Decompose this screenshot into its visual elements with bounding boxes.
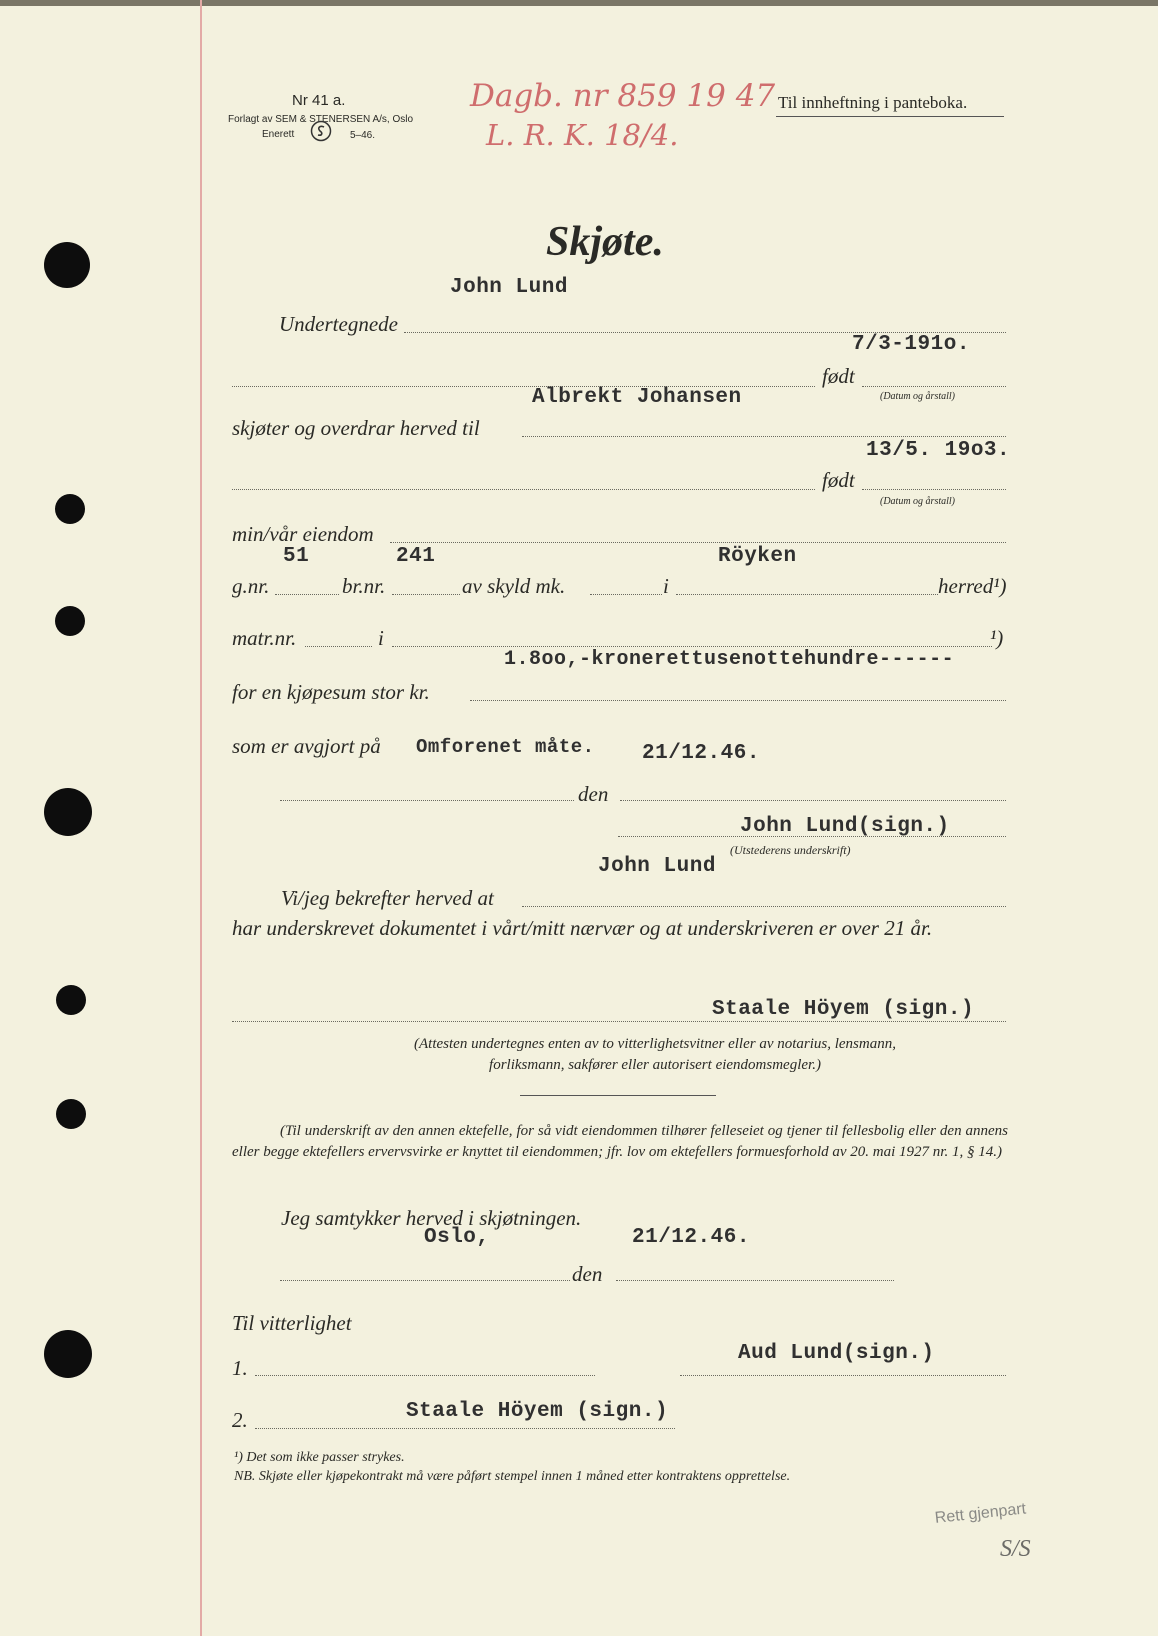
- seller-label: Undertegnede: [279, 312, 398, 336]
- confirmation-line: [522, 906, 1006, 907]
- agreement-date: 21/12.46.: [642, 742, 760, 765]
- gnr-label: g.nr.: [232, 574, 270, 598]
- seller-birth-date: 7/3-191o.: [852, 333, 970, 356]
- buyer-label: skjøter og overdrar herved til: [232, 416, 480, 440]
- issuer-signature: John Lund(sign.): [740, 815, 950, 838]
- attest-witness-signature: Staale Höyem (sign.): [712, 998, 975, 1021]
- witness-line-1: [255, 1375, 595, 1376]
- agreement-den-label: den: [578, 782, 609, 806]
- punch-hole: [44, 242, 90, 288]
- consent-place: Oslo,: [424, 1226, 490, 1249]
- spouse-note: (Til underskrift av den annen ektefelle, for så vidt eiendommen tilhører felleseiet og tjener til fellesbolig eller den annens eller begge ektefellers ervervsvirke er knyttet til eiendommen; jfr. lov om ektefellers formuesforhold av 20. mai 1927 nr. 1, § 14.): [232, 1123, 1008, 1160]
- publisher-line: Forlagt av SEM & STENERSEN A/s, Oslo: [228, 114, 414, 125]
- agreement-den-line: [620, 800, 1006, 801]
- gnr-line: [275, 594, 339, 595]
- property-label: min/vår eiendom: [232, 522, 374, 546]
- buyer-born-line: [862, 489, 1006, 490]
- consent-label: Jeg samtykker herved i skjøtningen.: [281, 1206, 582, 1230]
- witness-number-1: 1.: [232, 1356, 248, 1380]
- consent-place-line: [280, 1280, 570, 1281]
- punch-hole: [56, 1099, 86, 1129]
- price-line: [470, 700, 1006, 701]
- herred-label: herred¹): [938, 574, 1007, 598]
- seller-date-hint: (Datum og årstall): [880, 391, 955, 402]
- punch-hole: [44, 1330, 92, 1378]
- spouse-signature-line: [680, 1375, 1006, 1376]
- form-number: Nr 41 a.: [292, 92, 346, 109]
- agreement-date-line: [280, 800, 574, 801]
- property-line: [390, 542, 1006, 543]
- witness-signature-2: Staale Höyem (sign.): [406, 1400, 669, 1423]
- matr-line: [305, 646, 372, 647]
- price-value: 1.8oo,-kronerettusenottehundre------: [504, 648, 955, 671]
- punch-hole: [55, 606, 85, 636]
- confirmation-line-1: Vi/jeg bekrefter herved at: [281, 886, 494, 910]
- buyer-date-hint: (Datum og årstall): [880, 496, 955, 507]
- witness-number-2: 2.: [232, 1408, 248, 1432]
- document-title: Skjøte.: [546, 219, 664, 265]
- binding-label: Til innheftning i panteboka.: [778, 93, 968, 112]
- issuer-name: John Lund: [598, 855, 716, 878]
- seller-name: John Lund: [450, 276, 568, 299]
- footnote-1: ¹) Det som ikke passer strykes.: [234, 1450, 405, 1465]
- matr-i-label: i: [378, 626, 384, 650]
- publisher-logo-icon: [310, 120, 332, 142]
- seller-born-label: født: [822, 364, 855, 388]
- price-label: for en kjøpesum stor kr.: [232, 680, 430, 704]
- brnr-value: 241: [396, 545, 436, 568]
- binding-underline: [776, 116, 1004, 117]
- seller-born-line: [862, 386, 1006, 387]
- gnr-value: 51: [283, 545, 310, 568]
- copy-stamp: Rett gjenpart: [934, 1500, 1027, 1527]
- matr-footnote-mark: ¹): [990, 626, 1004, 650]
- matr-label: matr.nr.: [232, 626, 297, 650]
- witness-label: Til vitterlighet: [232, 1311, 352, 1335]
- witness-line-2: [255, 1428, 675, 1429]
- attest-note: (Attesten undertegnes enten av to vitterlighetsvitner eller av notarius, lensmann, forliksmann, sakfører eller autorisert eiendomsmegler.): [414, 1036, 896, 1073]
- scan-top-edge: [0, 0, 1158, 6]
- herred-value: Röyken: [718, 545, 797, 568]
- punch-hole: [56, 985, 86, 1015]
- handwritten-daybook-number: Dagb. nr 859 19 47: [470, 78, 776, 114]
- agreement-overtyped: Omforenet måte.: [416, 736, 595, 758]
- skyld-line: [590, 594, 662, 595]
- margin-rule: [200, 0, 202, 1636]
- matr-place-line: [392, 646, 992, 647]
- publisher-enerett: Enerett: [262, 129, 295, 140]
- issuer-hint: (Utstederens underskrift): [730, 843, 851, 857]
- herred-i-label: i: [663, 574, 669, 598]
- brnr-line: [392, 594, 460, 595]
- handwritten-reference: L. R. K. 18/4.: [486, 118, 679, 152]
- punch-hole: [55, 494, 85, 524]
- publisher-date: 5–46.: [350, 130, 376, 141]
- consent-den-label: den: [572, 1262, 603, 1286]
- buyer-born-label: født: [822, 468, 855, 492]
- consent-den-line: [616, 1280, 894, 1281]
- skyld-label: av skyld mk.: [462, 574, 566, 598]
- footnote-2: NB. Skjøte eller kjøpekontrakt må være påført stempel innen 1 måned etter kontraktens opprettelse.: [234, 1469, 791, 1484]
- buyer-birth-date: 13/5. 19o3.: [866, 439, 1011, 462]
- punch-hole: [44, 788, 92, 836]
- buyer-line-2: [232, 489, 815, 490]
- buyer-line: [522, 436, 1006, 437]
- consent-date: 21/12.46.: [632, 1226, 750, 1249]
- brnr-label: br.nr.: [342, 574, 386, 598]
- issuer-signature-line: [618, 836, 1006, 837]
- stamp-initials: S/S: [1000, 1536, 1031, 1562]
- section-divider: [520, 1095, 716, 1096]
- buyer-name: Albrekt Johansen: [532, 386, 742, 409]
- herred-line: [676, 594, 938, 595]
- attest-signature-line: [232, 1021, 1006, 1022]
- agreement-label: som er avgjort på: [232, 734, 381, 758]
- spouse-signature: Aud Lund(sign.): [738, 1342, 935, 1365]
- confirmation-line-2: har underskrevet dokumentet i vårt/mitt nærvær og at underskriveren er over 21 år.: [232, 916, 933, 940]
